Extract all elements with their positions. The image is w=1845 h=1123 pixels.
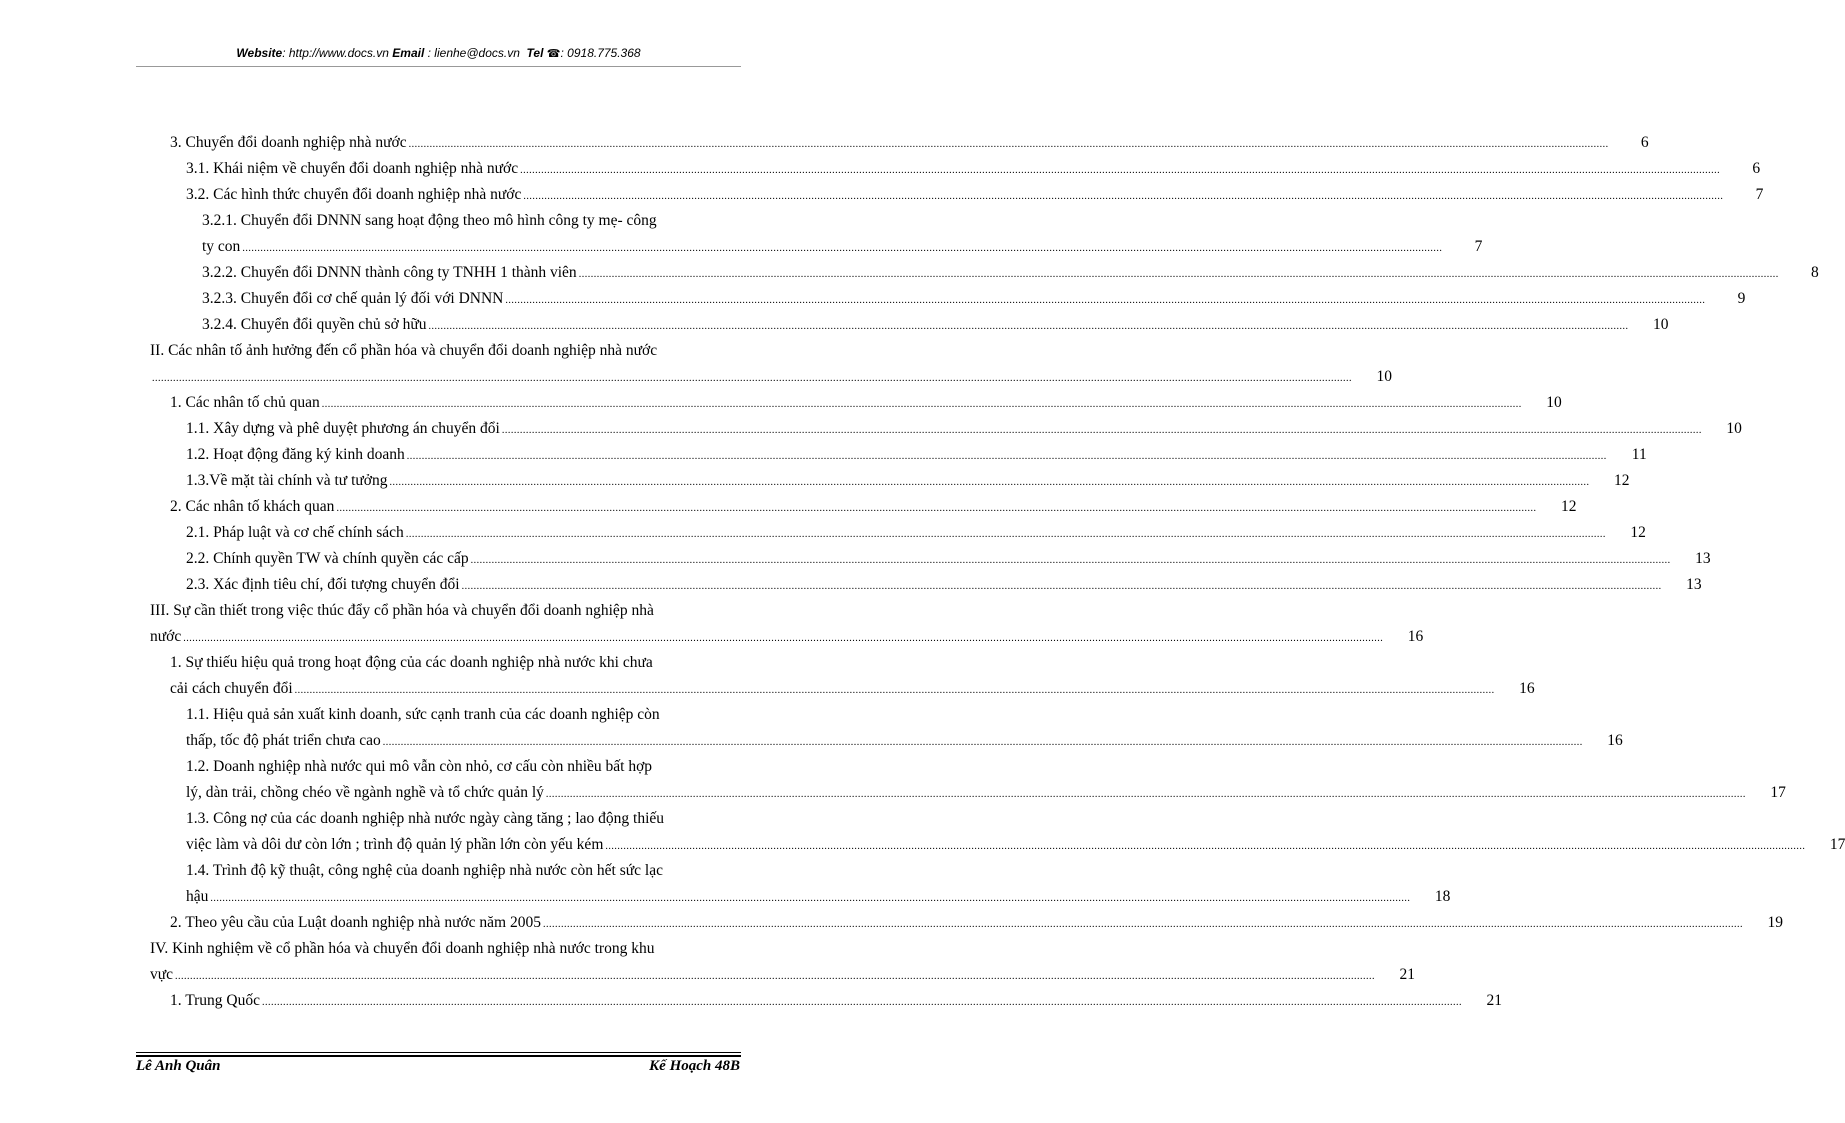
- toc-page-number: 16: [1519, 680, 1535, 697]
- toc-entry-title: ty con: [202, 238, 241, 255]
- toc-entry: [150, 624, 1424, 650]
- toc-entry-title: 2.2. Chính quyền TW và chính quyền các cấp: [186, 550, 469, 567]
- toc-entry: [150, 936, 654, 962]
- toc-dot-leader: ................................................................................................................................................................................................................................................................................................................................................................................................................: [520, 165, 1721, 176]
- email-value: : lienhe@docs.vn: [427, 46, 520, 60]
- toc-entry-title: 1. Sự thiếu hiệu quả trong hoạt động của các doanh nghiệp nhà nước khi chưa: [170, 654, 653, 671]
- toc-page-number: 8: [1810, 264, 1819, 281]
- toc-entry: [170, 650, 653, 676]
- toc-entry: [186, 572, 1702, 598]
- toc-dot-leader: ................................................................................................................................................................................................................................................................................................................................................................................................................: [183, 633, 1384, 644]
- toc-dot-leader: ................................................................................................................................................................................................................................................................................................................................................................................................................: [501, 425, 1702, 436]
- toc-entry-title: 1.3. Công nợ của các doanh nghiệp nhà nước ngày càng tăng ; lao động thiếu: [186, 810, 665, 827]
- toc-entry-title: lý, dàn trải, chồng chéo về ngành nghề và tổ chức quản lý: [186, 784, 544, 801]
- toc-entry: [202, 312, 1669, 338]
- toc-entry-title: 3. Chuyển đổi doanh nghiệp nhà nước: [170, 134, 407, 151]
- footer-rule-thick: [136, 1055, 741, 1057]
- toc-dot-leader: ................................................................................................................................................................................................................................................................................................................................................................................................................: [470, 555, 1671, 566]
- toc-page-number: 10: [1376, 368, 1392, 385]
- toc-dot-leader: ................................................................................................................................................................................................................................................................................................................................................................................................................: [152, 373, 1352, 384]
- toc-dot-leader: ................................................................................................................................................................................................................................................................................................................................................................................................................: [523, 191, 1724, 202]
- footer-author: Lê Anh Quân: [136, 1058, 221, 1074]
- toc-entry-title: 1.1. Xây dựng và phê duyệt phương án chuyển đổi: [186, 420, 500, 437]
- toc-entry-title: 1. Các nhân tố chủ quan: [170, 394, 320, 411]
- toc-dot-leader: ................................................................................................................................................................................................................................................................................................................................................................................................................: [605, 841, 1806, 852]
- footer-class: Kế Hoạch 48B: [649, 1058, 740, 1074]
- toc-page-number: 17: [1829, 836, 1845, 853]
- toc-entry: [150, 598, 654, 624]
- toc-dot-leader: ................................................................................................................................................................................................................................................................................................................................................................................................................: [428, 321, 1629, 332]
- toc-entry: [150, 962, 1416, 988]
- toc-entry-title: 2. Các nhân tố khách quan: [170, 498, 335, 515]
- toc-entry: [186, 780, 1786, 806]
- toc-page-number: 18: [1434, 888, 1451, 905]
- toc-page-number: 21: [1486, 992, 1503, 1009]
- toc-entry-title: 1. Trung Quốc: [170, 992, 261, 1009]
- toc-page-number: 10: [1726, 420, 1742, 437]
- toc-entry: [186, 442, 1647, 468]
- toc-entry-title: 1.2. Doanh nghiệp nhà nước qui mô vẫn còn nhỏ, cơ cấu còn nhiều bất hợp: [186, 758, 653, 775]
- toc-entry-title: hậu: [186, 888, 209, 905]
- toc-page-number: 13: [1686, 576, 1702, 593]
- toc-page-number: 11: [1631, 446, 1647, 463]
- tel-value: : 0918.775.368: [560, 46, 641, 60]
- toc-entry: [170, 130, 1649, 156]
- toc-dot-leader: ................................................................................................................................................................................................................................................................................................................................................................................................................: [242, 243, 1443, 254]
- toc-dot-leader: ................................................................................................................................................................................................................................................................................................................................................................................................................: [461, 581, 1662, 592]
- website-label: Website: [236, 46, 283, 60]
- footer-rule-thin: [136, 1052, 741, 1053]
- toc-entry-title: IV. Kinh nghiệm về cổ phần hóa và chuyển đổi doanh nghiệp nhà nước trong khu: [150, 940, 655, 957]
- toc-dot-leader: ................................................................................................................................................................................................................................................................................................................................................................................................................: [175, 971, 1376, 982]
- toc-dot-leader: ................................................................................................................................................................................................................................................................................................................................................................................................................: [542, 919, 1743, 930]
- toc-dot-leader: ................................................................................................................................................................................................................................................................................................................................................................................................................: [405, 529, 1606, 540]
- toc-page-number: 21: [1399, 966, 1416, 983]
- toc-entry: [150, 364, 1392, 390]
- toc-entry-title: 3.2.4. Chuyển đổi quyền chủ sở hữu: [202, 316, 427, 333]
- toc-entry-title: 2.1. Pháp luật và cơ chế chính sách: [186, 524, 404, 541]
- toc-entry: [186, 468, 1630, 494]
- toc-entry-title: III. Sự cần thiết trong việc thúc đẩy cổ phần hóa và chuyển đổi doanh nghiệp nhà: [150, 602, 654, 619]
- toc-page-number: 9: [1737, 290, 1746, 307]
- toc-entry: [170, 910, 1783, 936]
- toc-entry: [186, 728, 1623, 754]
- toc-page-number: 10: [1546, 394, 1562, 411]
- toc-entry: [202, 208, 657, 234]
- toc-dot-leader: ................................................................................................................................................................................................................................................................................................................................................................................................................: [408, 139, 1609, 150]
- toc-entry-title: 2. Theo yêu cầu của Luật doanh nghiệp nhà nước năm 2005: [170, 914, 541, 931]
- toc-entry: [170, 676, 1535, 702]
- toc-entry: [202, 234, 1483, 260]
- toc-entry-title: vực: [150, 966, 174, 983]
- toc-entry: [170, 494, 1577, 520]
- email-label: Email: [392, 46, 425, 60]
- toc-entry: [186, 416, 1742, 442]
- toc-entry: [186, 832, 1845, 858]
- toc-entry: [186, 156, 1761, 182]
- toc-page-number: 7: [1755, 186, 1764, 203]
- toc-entry: [186, 546, 1711, 572]
- toc-entry-title: cải cách chuyển đổi: [170, 680, 293, 697]
- toc-dot-leader: ................................................................................................................................................................................................................................................................................................................................................................................................................: [294, 685, 1495, 696]
- toc-dot-leader: ................................................................................................................................................................................................................................................................................................................................................................................................................: [321, 399, 1522, 410]
- toc-page-number: 12: [1630, 524, 1646, 541]
- toc-entry-title: 3.2.3. Chuyển đổi cơ chế quản lý đối với DNNN: [202, 290, 504, 307]
- toc-entry: [170, 390, 1562, 416]
- toc-entry: [202, 286, 1746, 312]
- website-value: : http://www.docs.vn: [282, 46, 389, 60]
- toc-page-number: 16: [1407, 628, 1424, 645]
- toc-dot-leader: ................................................................................................................................................................................................................................................................................................................................................................................................................: [406, 451, 1607, 462]
- toc-entry: [186, 858, 663, 884]
- toc-page-number: 17: [1770, 784, 1786, 801]
- toc-entry: [186, 182, 1764, 208]
- toc-dot-leader: ................................................................................................................................................................................................................................................................................................................................................................................................................: [578, 269, 1779, 280]
- toc-entry: [186, 806, 664, 832]
- toc-entry-title: 3.1. Khái niệm về chuyển đổi doanh nghiệp nhà nước: [186, 160, 519, 177]
- toc-entry: [170, 988, 1503, 1014]
- toc-entry: [186, 702, 660, 728]
- toc-dot-leader: ................................................................................................................................................................................................................................................................................................................................................................................................................: [336, 503, 1537, 514]
- toc-entry: [186, 520, 1646, 546]
- toc-dot-leader: ................................................................................................................................................................................................................................................................................................................................................................................................................: [505, 295, 1706, 306]
- toc-entry-title: 3.2.1. Chuyển đổi DNNN sang hoạt động theo mô hình công ty mẹ- công: [202, 212, 657, 229]
- toc-entry: [186, 754, 652, 780]
- toc-entry-title: thấp, tốc độ phát triển chưa cao: [186, 732, 381, 749]
- toc-page-number: 12: [1614, 472, 1630, 489]
- toc-page-number: 13: [1695, 550, 1711, 567]
- phone-icon: ☎: [546, 48, 561, 60]
- toc-page-number: 16: [1607, 732, 1623, 749]
- toc-dot-leader: ................................................................................................................................................................................................................................................................................................................................................................................................................: [545, 789, 1746, 800]
- toc-page-number: 6: [1752, 160, 1761, 177]
- toc-entry-title: 1.3.Về mặt tài chính và tư tưởng: [186, 472, 388, 489]
- toc-dot-leader: ................................................................................................................................................................................................................................................................................................................................................................................................................: [210, 893, 1411, 904]
- tel-label: Tel: [526, 46, 544, 60]
- toc-entry-title: việc làm và dôi dư còn lớn ; trình độ quản lý phần lớn còn yếu kém: [186, 836, 604, 853]
- toc-entry-title: 3.2. Các hình thức chuyển đổi doanh nghiệp nhà nước: [186, 186, 522, 203]
- toc-dot-leader: ................................................................................................................................................................................................................................................................................................................................................................................................................: [382, 737, 1583, 748]
- toc-page-number: 19: [1767, 914, 1783, 931]
- toc-page-number: 6: [1640, 134, 1649, 151]
- toc-page-number: 7: [1474, 238, 1483, 255]
- toc-entry-title: 2.3. Xác định tiêu chí, đối tượng chuyển đổi: [186, 576, 460, 593]
- toc-entry-title: 1.4. Trình độ kỹ thuật, công nghệ của doanh nghiệp nhà nước còn hết sức lạc: [186, 862, 663, 879]
- toc-entry-title: 3.2.2. Chuyển đổi DNNN thành công ty TNHH 1 thành viên: [202, 264, 577, 281]
- toc-entry: [150, 338, 657, 364]
- toc-entry-title: 1.1. Hiệu quả sản xuất kinh doanh, sức cạnh tranh của các doanh nghiệp còn: [186, 706, 660, 723]
- toc-entry-title: nước: [150, 628, 182, 645]
- toc-dot-leader: ................................................................................................................................................................................................................................................................................................................................................................................................................: [262, 997, 1463, 1008]
- toc-entry-title: II. Các nhân tố ảnh hưởng đến cổ phần hóa và chuyển đổi doanh nghiệp nhà nước: [150, 342, 658, 359]
- toc-entry-title: 1.2. Hoạt động đăng ký kinh doanh: [186, 446, 405, 463]
- toc-dot-leader: ................................................................................................................................................................................................................................................................................................................................................................................................................: [389, 477, 1590, 488]
- toc-page-number: 12: [1560, 498, 1577, 515]
- toc-entry: [186, 884, 1451, 910]
- toc-entry: [202, 260, 1819, 286]
- toc-page-number: 10: [1653, 316, 1669, 333]
